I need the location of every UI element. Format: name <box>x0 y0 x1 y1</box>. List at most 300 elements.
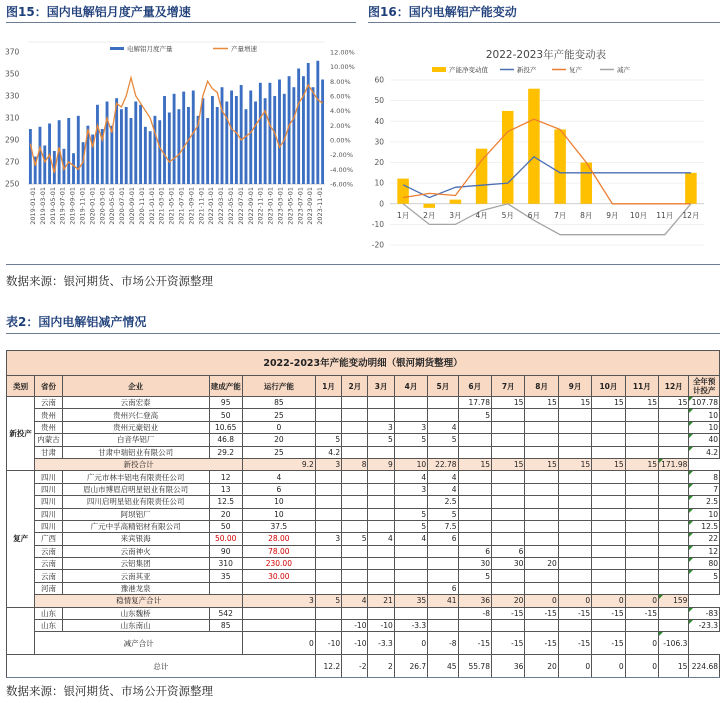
fig16-x-tick: 1月 <box>396 210 410 220</box>
table-row <box>7 533 720 545</box>
table-subtotal-row <box>7 595 720 607</box>
table-cell: 眉山市博眉启明星铝业有限公司 <box>62 483 209 495</box>
table-cell <box>342 520 368 532</box>
table-cell: 30 <box>491 558 524 570</box>
column-header: 10月 <box>592 376 625 397</box>
table-cell <box>525 421 558 433</box>
table-cell: 10 <box>242 496 315 508</box>
table-cell <box>342 434 368 446</box>
table-cell: 贵州 <box>35 409 62 421</box>
table-cell <box>625 533 658 545</box>
table-cell <box>525 582 558 594</box>
table-cell: -10 <box>368 620 394 632</box>
table-grand-total-row <box>7 655 720 678</box>
fig15-bar <box>144 127 147 184</box>
table-cell: 5 <box>342 533 368 545</box>
fig15-x-tick: 2019-03-01 <box>38 187 47 225</box>
fig15-bar <box>230 91 233 185</box>
table-cell: 5 <box>458 570 491 582</box>
table-cell: -10 <box>342 620 368 632</box>
table-cell: 0 <box>525 595 558 607</box>
table-cell: 四川 <box>35 471 62 483</box>
fig15-title: 图15：国内电解铝月度产量及增速 <box>6 5 191 19</box>
column-header: 全年预计投产 <box>689 376 720 397</box>
table-cell: 107.78 <box>689 397 720 409</box>
table-cell <box>659 471 689 483</box>
table-row <box>7 409 720 421</box>
table-caption: 2022-2023年产能变动明细（银河期货整理） <box>7 351 720 376</box>
fig16-x-tick: 8月 <box>580 210 593 220</box>
fig15-bar <box>163 96 166 184</box>
table-cell: 0 <box>394 632 427 655</box>
fig15-y-left-tick: 330 <box>5 91 20 101</box>
fig15-x-tick: 2020-07-01 <box>118 187 127 225</box>
fig15-y-left-tick: 310 <box>5 113 20 123</box>
table-cell <box>315 471 341 483</box>
table-cell: 广元中孚高精铝材有限公司 <box>62 520 209 532</box>
fig15-bar <box>67 118 70 184</box>
table-cell: 159 <box>659 595 689 607</box>
fig15-y-right-tick: 6.00% <box>330 92 351 101</box>
fig15-bar <box>235 96 238 184</box>
table-cell: -106.3 <box>659 632 689 655</box>
fig16-x-tick: 4月 <box>475 210 488 220</box>
table-cell <box>592 620 625 632</box>
fig16-series-new-line <box>403 157 691 198</box>
table-cell: 河南 <box>35 582 62 594</box>
table-cell <box>394 570 427 582</box>
table-cell: 10 <box>689 409 720 421</box>
fig15-y-right-tick: -6.00% <box>330 180 353 189</box>
fig15-x-tick: 2022-07-01 <box>236 187 245 225</box>
table-cell: 四川 <box>35 496 62 508</box>
table-cell <box>368 397 394 409</box>
fig16-legend-cut: 减产 <box>617 66 630 74</box>
table-cell <box>625 582 658 594</box>
fig15-y-left-tick: 250 <box>5 179 20 189</box>
table-cell: 豫港龙泉 <box>62 582 209 594</box>
column-header: 省份 <box>35 376 62 397</box>
fig16-legend-net: 产能净变动值 <box>449 66 488 74</box>
fig16-bar-net <box>528 89 540 204</box>
table-cell <box>368 582 394 594</box>
table-cell: 9.2 <box>242 458 315 470</box>
table-cell <box>558 483 591 495</box>
table-cell: 0 <box>625 595 658 607</box>
fig15-x-tick: 2019-01-01 <box>28 187 37 225</box>
table-cell: 4 <box>242 471 315 483</box>
table-cell <box>558 496 591 508</box>
table-cell: 山东南山 <box>62 620 209 632</box>
table-cell: 0 <box>242 421 315 433</box>
table-cell <box>558 434 591 446</box>
table-cell <box>491 446 524 458</box>
table-cell: -15 <box>592 632 625 655</box>
table-cell: 贵州兴仁登高 <box>62 409 209 421</box>
table-cell: 3 <box>242 595 315 607</box>
table-cell: -15 <box>491 607 524 619</box>
fig15-bar <box>316 61 319 184</box>
table-cell <box>428 620 458 632</box>
table-cell <box>342 471 368 483</box>
table-cell: -23.3 <box>689 620 720 632</box>
table-cell <box>242 620 315 632</box>
table-cell <box>525 483 558 495</box>
table-cell <box>342 570 368 582</box>
table-cell: 2.5 <box>428 496 458 508</box>
table-cell: 15 <box>625 397 658 409</box>
table-cell <box>558 570 591 582</box>
table-cell <box>525 434 558 446</box>
fig15-y-right-tick: 0.00% <box>330 136 351 145</box>
table-cell: 4 <box>394 533 427 545</box>
table-cell: 22.78 <box>428 458 458 470</box>
table-cell <box>242 582 315 594</box>
fig15-bar <box>211 96 214 184</box>
table-cell <box>315 545 341 557</box>
table-cell <box>625 434 658 446</box>
table-cell <box>592 446 625 458</box>
table-row <box>7 620 720 632</box>
table-cell: 山东 <box>35 620 62 632</box>
fig15-y-left-tick: 350 <box>5 69 20 79</box>
table-cell <box>558 421 591 433</box>
fig16-bar-net <box>685 173 697 204</box>
table-cell: 15 <box>592 397 625 409</box>
table-row <box>7 607 720 619</box>
table-cell: 山东魏桥 <box>62 607 209 619</box>
table-cell: 15 <box>491 458 524 470</box>
table-cell <box>491 496 524 508</box>
fig15-y-right-tick: 8.00% <box>330 77 351 86</box>
fig15-x-tick: 2021-03-01 <box>157 187 166 225</box>
fig15-x-tick: 2021-01-01 <box>147 187 156 225</box>
table-cell: 内蒙古 <box>35 434 62 446</box>
table-cell <box>428 558 458 570</box>
table-cell: 25 <box>242 446 315 458</box>
table-cell <box>315 508 341 520</box>
table-cell <box>458 434 491 446</box>
table-cell: 40 <box>689 434 720 446</box>
table-cell: 7 <box>689 483 720 495</box>
table-cell: 55.78 <box>458 655 491 678</box>
table-cell <box>342 483 368 495</box>
fig15-bar <box>249 91 252 185</box>
table-cell: 45 <box>428 655 458 678</box>
fig15-x-tick: 2022-01-01 <box>207 187 216 225</box>
table-cell <box>458 496 491 508</box>
table-cell: 30.00 <box>242 570 315 582</box>
table-cell: 15 <box>491 397 524 409</box>
table-cell <box>368 483 394 495</box>
table-cell: 3 <box>394 483 427 495</box>
table-cell <box>592 421 625 433</box>
table-cell: -3.3 <box>394 620 427 632</box>
fig15-x-tick: 2023-03-01 <box>276 187 285 225</box>
fig15-bar <box>120 109 123 184</box>
column-header: 8月 <box>525 376 558 397</box>
table-cell <box>625 446 658 458</box>
table-row <box>7 471 720 483</box>
table-cell <box>592 434 625 446</box>
table-cell: 22 <box>689 533 720 545</box>
table-cell: 3 <box>368 421 394 433</box>
fig15-x-tick: 2022-11-01 <box>256 187 265 225</box>
fig15-x-tick: 2021-11-01 <box>197 187 206 225</box>
table-cell <box>558 508 591 520</box>
table-cell: 17.78 <box>458 397 491 409</box>
table-cell: 28.00 <box>242 533 315 545</box>
fig15-legend-line: 产量增速 <box>231 45 257 53</box>
table-cell: 4 <box>428 421 458 433</box>
table-cell <box>525 508 558 520</box>
table-row <box>7 570 720 582</box>
fig15-legend-bar: 电解铝月度产量 <box>127 45 173 53</box>
table-cell: 6 <box>491 545 524 557</box>
fig15-x-tick: 2020-01-01 <box>88 187 97 225</box>
fig16-y-tick: 20 <box>374 158 384 167</box>
fig15-bar <box>307 63 310 184</box>
table-cell <box>315 496 341 508</box>
table-cell <box>625 508 658 520</box>
table-cell <box>525 620 558 632</box>
fig15-bar <box>216 107 219 184</box>
fig16-bar-net <box>423 204 435 208</box>
table-cell <box>625 471 658 483</box>
table-row <box>7 483 720 495</box>
capacity-change-table <box>6 350 720 678</box>
fig15-y-left-tick: 270 <box>5 157 20 167</box>
table-cell: 3 <box>315 533 341 545</box>
fig15-bar <box>225 102 228 185</box>
table-cell: 15 <box>659 397 689 409</box>
table-cell: 5 <box>689 570 720 582</box>
table-cell <box>491 471 524 483</box>
fig15-legend-swatch-bar <box>110 47 124 50</box>
table-cell <box>689 582 720 594</box>
fig15-x-tick: 2023-09-01 <box>306 187 315 225</box>
table-cell: 8 <box>689 471 720 483</box>
column-header: 5月 <box>428 376 458 397</box>
table-cell: 10 <box>242 508 315 520</box>
fig15-bar <box>273 96 276 184</box>
table-cell <box>558 558 591 570</box>
table-cell: 15 <box>558 397 591 409</box>
table-cell <box>428 397 458 409</box>
table-cell: 4 <box>368 533 394 545</box>
table-cell <box>592 545 625 557</box>
table-cell: 3 <box>315 458 341 470</box>
fig16-series-cut-line <box>403 204 691 235</box>
table-cell <box>458 620 491 632</box>
fig15-bar <box>106 102 109 185</box>
fig16-x-tick: 12月 <box>682 210 700 220</box>
fig15-bar <box>297 69 300 185</box>
table-cell: 山东 <box>35 607 62 619</box>
table-cell: 10.65 <box>209 421 242 433</box>
table-cell: -83 <box>689 607 720 619</box>
table-cell <box>458 520 491 532</box>
fig15-x-tick: 2019-05-01 <box>48 187 57 225</box>
table-cell: 4 <box>394 471 427 483</box>
table-cell: 41 <box>428 595 458 607</box>
table-cell <box>342 397 368 409</box>
table-row <box>7 558 720 570</box>
table-cell: 来宾银海 <box>62 533 209 545</box>
table-row <box>7 508 720 520</box>
table-cell: 4 <box>428 471 458 483</box>
table-cell <box>491 508 524 520</box>
table-cell <box>315 483 341 495</box>
fig15-bar <box>240 85 243 184</box>
table-cell <box>428 570 458 582</box>
fig15-x-tick: 2022-03-01 <box>217 186 226 225</box>
fig15-bar <box>312 87 315 184</box>
table-cell <box>458 421 491 433</box>
fig15-bar <box>96 105 99 184</box>
table-cell: -15 <box>592 607 625 619</box>
table-cell <box>394 558 427 570</box>
table-cell <box>242 607 315 619</box>
table-cell: 15 <box>525 397 558 409</box>
table-cell: 广元市林丰铝电有限责任公司 <box>62 471 209 483</box>
table-cell <box>558 446 591 458</box>
table-cell <box>558 582 591 594</box>
source-note-2: 数据来源：银河期货、市场公开资源整理 <box>6 684 213 698</box>
fig15-bar <box>177 109 180 184</box>
source-note-1: 数据来源：银河期货、市场公开资源整理 <box>6 274 213 288</box>
table-cell <box>458 582 491 594</box>
table-cell: 4.2 <box>689 446 720 458</box>
table-cell <box>428 607 458 619</box>
table-cell: 云南神火 <box>62 545 209 557</box>
fig15-x-tick: 2019-09-01 <box>68 187 77 225</box>
fig15-bar <box>77 116 80 184</box>
table-cell: 12.2 <box>315 655 341 678</box>
table-cell: 95 <box>209 397 242 409</box>
fig15-bar <box>149 131 152 184</box>
fig16-y-tick: 60 <box>374 75 384 85</box>
table-cell <box>368 496 394 508</box>
table-cell <box>491 483 524 495</box>
table-cell <box>315 409 341 421</box>
fig15-x-tick: 2019-11-01 <box>78 187 87 225</box>
table-cell: 云南 <box>35 545 62 557</box>
column-header: 3月 <box>368 376 394 397</box>
fig15-bar <box>139 105 142 184</box>
table-cell: -15 <box>525 607 558 619</box>
fig15-x-tick: 2022-09-01 <box>246 187 255 225</box>
fig15-bar <box>268 83 271 184</box>
fig15-x-tick: 2023-11-01 <box>316 187 325 225</box>
table-cell: 310 <box>209 558 242 570</box>
table-cell <box>368 409 394 421</box>
fig15-bar <box>259 83 262 184</box>
table-cell: 50.00 <box>209 533 242 545</box>
table-cell: 0 <box>592 595 625 607</box>
table-cell <box>592 496 625 508</box>
table-cell: 云铝集团 <box>62 558 209 570</box>
table-cell: -15 <box>625 607 658 619</box>
table-cell <box>592 533 625 545</box>
table-cell <box>659 545 689 557</box>
fig15-bar <box>130 118 133 184</box>
table-cell: 80 <box>689 558 720 570</box>
table-cell <box>592 471 625 483</box>
table-cell: 15 <box>625 458 658 470</box>
table-cell <box>659 483 689 495</box>
fig16-chart <box>362 30 724 260</box>
table-caption-row <box>7 351 720 376</box>
table-cell: 7.5 <box>428 520 458 532</box>
table-row <box>7 496 720 508</box>
column-header: 2月 <box>342 376 368 397</box>
table-cell <box>428 545 458 557</box>
table-row <box>7 421 720 433</box>
table-cell: -8 <box>458 607 491 619</box>
table-cell: 云南 <box>35 570 62 582</box>
table-cell <box>458 508 491 520</box>
subtotal-label: 新投合计 <box>35 458 243 470</box>
fig15-bar <box>182 92 185 184</box>
table-cell: 10 <box>394 458 427 470</box>
table-cell <box>525 496 558 508</box>
table-row <box>7 545 720 557</box>
table-cell <box>592 508 625 520</box>
category-restart: 复产 <box>7 471 35 607</box>
source1-rule <box>6 264 720 265</box>
fig15-x-tick: 2021-09-01 <box>187 187 196 225</box>
fig15-x-tick: 2021-07-01 <box>177 187 186 225</box>
fig16-title-rule <box>368 22 720 23</box>
table-cell <box>342 558 368 570</box>
table-cell <box>592 520 625 532</box>
fig16-y-tick: 50 <box>374 96 384 106</box>
table-subtotal-row <box>7 458 720 470</box>
table-cell <box>592 558 625 570</box>
table-cell <box>394 397 427 409</box>
table-cell <box>659 533 689 545</box>
table-cell <box>659 508 689 520</box>
table-cell <box>428 446 458 458</box>
fig15-x-tick: 2023-05-01 <box>286 187 295 225</box>
table-cell: 12.5 <box>209 496 242 508</box>
table-cell <box>659 434 689 446</box>
table-cell: 85 <box>242 397 315 409</box>
table-cell <box>525 545 558 557</box>
table-cell <box>625 620 658 632</box>
table-cell: 25 <box>242 409 315 421</box>
table-row <box>7 520 720 532</box>
table-cell <box>458 446 491 458</box>
table-cell <box>558 533 591 545</box>
table-cell <box>491 409 524 421</box>
table-cell <box>592 409 625 421</box>
table-cell: 0 <box>625 632 658 655</box>
table-cell: 50 <box>209 520 242 532</box>
table-cell <box>209 582 242 594</box>
category-cut <box>7 607 35 655</box>
table-cell <box>394 545 427 557</box>
table-cell: 20 <box>209 508 242 520</box>
table-cell <box>315 520 341 532</box>
table-cell: 0 <box>625 655 658 678</box>
fig15-x-tick: 2022-05-01 <box>226 187 235 225</box>
fig16-x-tick: 5月 <box>501 210 514 220</box>
table-cell <box>491 620 524 632</box>
fig15-bar <box>39 127 42 184</box>
table-cell: 13 <box>209 483 242 495</box>
